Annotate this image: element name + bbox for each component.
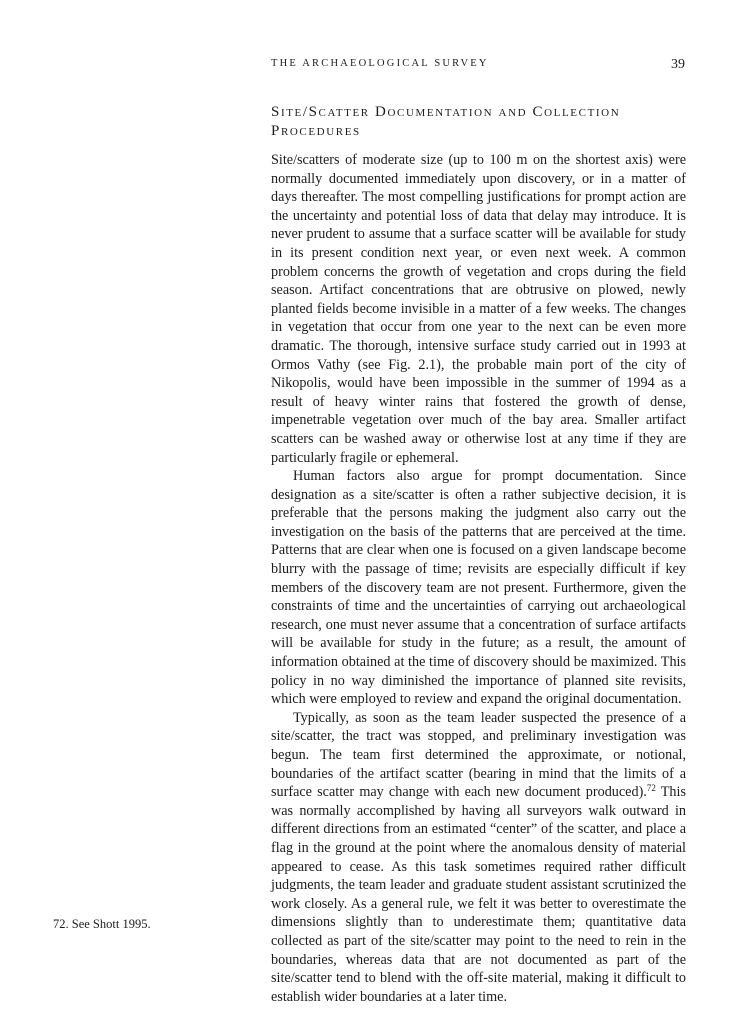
paragraph-text: Typically, as soon as the team leader suspected the presence of a site/scatter, the tract was stopped, and preliminary investigation was begun. The team first determined the approximate, or notional, boundaries of the artifact scatter (bearing in mind that the limits of a surface scatter may change with each new document produced). (271, 709, 686, 801)
footnote: 72. See Shott 1995. (53, 917, 151, 931)
page-number: 39 (671, 57, 685, 72)
paragraph (271, 709, 686, 1007)
running-head: THE ARCHAEOLOGICAL SURVEY (271, 58, 489, 69)
body-text (271, 151, 686, 1006)
paragraph: Human factors also argue for prompt documentation. Since designation as a site/scatter is often a rather subjective decision, it is preferable that the persons making the judgment also carry out the investigation on the basis of the patterns that are perceived at the time. Patterns that are clear when one is focused on a given landscape become blurry with the passage of time; revisits are especially difficult if key members of the discovery team are not present. Furthermore, given the constraints of time and the uncertainties of carrying out archaeological research, one must never assume that a concentration of surface artifacts will be available for study in the future; as a result, the amount of information obtained at the time of discovery should be maximized. This policy in no way diminished the importance of planned site revisits, which were employed to review and expand the original documentation. (271, 468, 686, 708)
paragraph: Site/scatters of moderate size (up to 100 m on the shortest axis) were normally documented immediately upon discovery, or in a matter of days thereafter. The most compelling justifications for prompt action are the uncertainty and potential loss of data that delay may introduce. It is never prudent to assume that a surface scatter will be available for study in its present condition next year, or even next week. A common problem concerns the growth of vegetation and crops during the field season. Artifact concentrations that are obtrusive on plowed, newly planted fields become invisible in a matter of a few weeks. The changes in vegetation that occur from one year to the next can be even more dramatic. The thorough, intensive surface study carried out in 1993 at Ormos Vathy (see Fig. 2.1), the probable main port of the city of Nikopolis, would have been impossible in the summer of 1994 as a result of heavy winter rains that fostered the growth of dense, impenetrable vegetation over much of the bay area. Smaller artifact scatters can be washed away or otherwise lost at any time if they are particularly fragile or ephemeral. (271, 152, 686, 466)
paragraph-text: This was normally accomplished by having all surveyors walk outward in different directions from an estimated “center” of the scatter, and place a flag in the ground at the point where the anomalous density of material appeared to cease. As this task sometimes required rather difficult judgments, the team leader and graduate student assistant scrutinized the work closely. As a general rule, we felt it was better to overestimate the dimensions slightly than to underestimate them; quantitative data collected as part of the site/scatter may point to the need to rein in the boundaries, whereas data that are not documented as part of the site/scatter tend to blend with the off-site material, making it difficult to establish wider boundaries at a later time. (271, 784, 686, 1005)
footnote-reference[interactable]: 72 (646, 783, 656, 794)
section-heading: Site/Scatter Documentation and Collection Procedures (271, 104, 621, 139)
